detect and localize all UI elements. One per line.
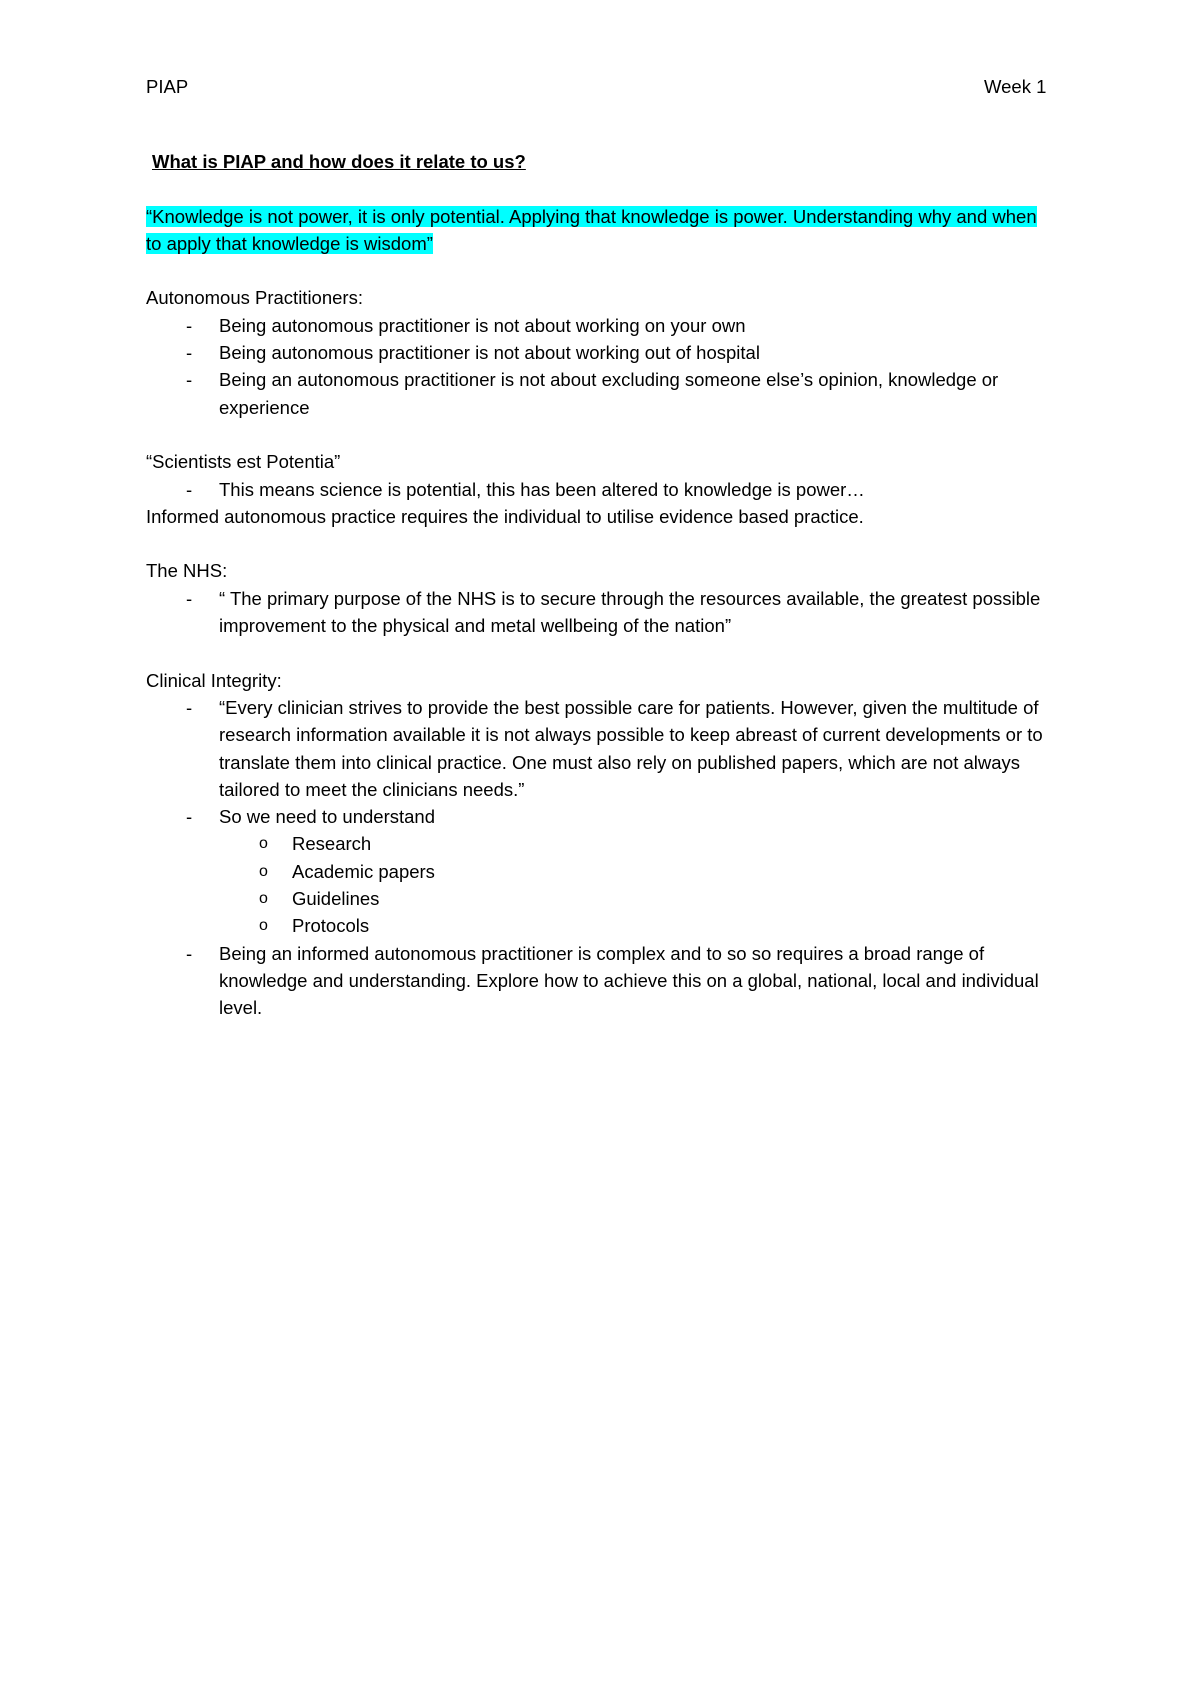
sublist-item: o Protocols: [146, 912, 1066, 939]
list-item: - Being an autonomous practitioner is not about excluding someone else’s opinion, knowledge or experience: [146, 366, 1066, 421]
autonomous-list: [146, 312, 1066, 421]
list-item: [146, 803, 1066, 939]
section-heading-autonomous: Autonomous Practitioners:: [146, 287, 363, 309]
list-item: - “Every clinician strives to provide the best possible care for patients. However, given the multitude of research information available it is not always possible to keep abreast of current developments or to translate them into clinical practice. One must also rely on published papers, which are not always tailored to meet the clinicians needs.”: [146, 694, 1066, 803]
section-heading-clinical: Clinical Integrity:: [146, 669, 282, 691]
sublist-item: o Research: [146, 830, 1066, 857]
list-item: - Being autonomous practitioner is not about working on your own: [146, 312, 1066, 339]
list-item: - This means science is potential, this has been altered to knowledge is power…: [146, 476, 1066, 503]
document-body: [146, 148, 1066, 1022]
scientists-list: [146, 476, 1066, 503]
sublist-item: o Guidelines: [146, 885, 1066, 912]
list-item: - Being an informed autonomous practitioner is complex and to so so requires a broad range of knowledge and understanding. Explore how to achieve this on a global, national, local and individual level.: [146, 940, 1066, 1022]
scientists-note: Informed autonomous practice requires the individual to utilise evidence based practice.: [146, 505, 864, 527]
page-title: What is PIAP and how does it relate to us?: [152, 151, 526, 172]
list-item: - Being autonomous practitioner is not about working out of hospital: [146, 339, 1066, 366]
section-heading-scientists: “Scientists est Potentia”: [146, 451, 341, 473]
understand-text: So we need to understand: [219, 806, 435, 828]
quote-text: “Knowledge is not power, it is only potential. Applying that knowledge is power. Understanding why and when to apply that knowledge is wisdom”: [146, 205, 1037, 254]
section-heading-nhs: The NHS:: [146, 560, 228, 582]
sublist-item: o Academic papers: [146, 858, 1066, 885]
clinical-list: [146, 694, 1066, 1022]
nhs-list: [146, 585, 1066, 640]
header-week: Week 1: [984, 76, 1047, 97]
header-course: PIAP: [146, 76, 189, 97]
highlighted-quote: [146, 203, 1056, 258]
understand-sublist: [146, 830, 1066, 939]
list-item: - “ The primary purpose of the NHS is to secure through the resources available, the greatest possible improvement to the physical and metal wellbeing of the nation”: [146, 585, 1066, 640]
